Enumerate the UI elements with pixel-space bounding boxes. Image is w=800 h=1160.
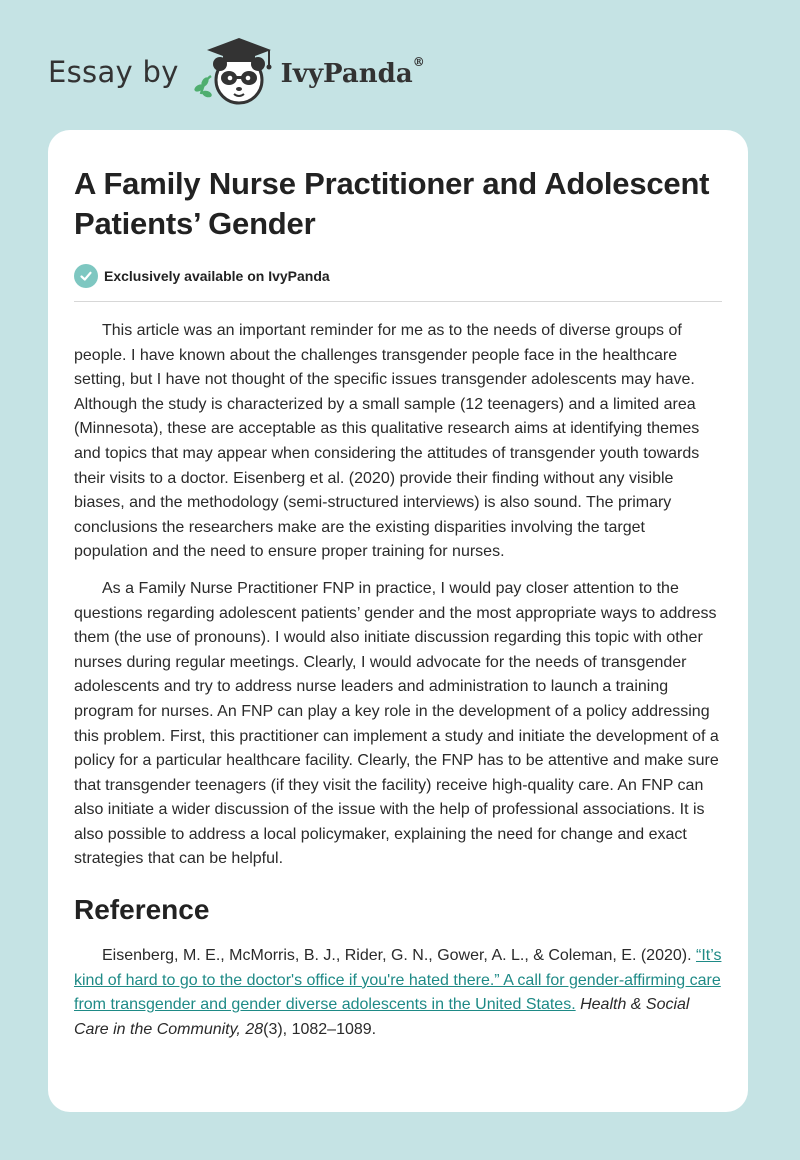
trademark-symbol: ® [412, 55, 425, 70]
site-header [48, 36, 425, 108]
reference-link[interactable]: “It’s kind of hard to go to the doctor's office if you're hated there.” A call for gender-affirming care from transgender and gender diverse adolescents in the United States. [74, 947, 722, 1014]
check-icon [74, 264, 98, 288]
body-paragraph: This article was an important reminder for me as to the needs of diverse groups of people. I have known about the challenges transgender people face in the healthcare setting, but I have not thought of the specific issues transgender adolescents may have. Although the study is characterized by a small sample (12 teenagers) and a limited area (Minnesota), these are acceptable as this qualitative research aims at identifying themes and topics that may appear when considering the attitudes of transgender youth towards their visits to a doctor. Eisenberg et al. (2020) provide their finding without any visible biases, and the methodology (semi-structured interviews) is also sound. The primary conclusions the researchers make are the existing disparities involving the target population and the need to ensure proper training for nurses. [74, 322, 700, 561]
page-title: A Family Nurse Practitioner and Adolescent Patients’ Gender [74, 166, 710, 241]
reference-heading: Reference [74, 894, 210, 926]
essay-by-label: Essay by [48, 55, 179, 89]
reference-authors: Eisenberg, M. E., McMorris, B. J., Rider, G. N., Gower, A. L., & Coleman, E. (2020). [102, 947, 692, 965]
reference-entry [74, 944, 722, 1042]
article-card [48, 130, 748, 1112]
brand-name[interactable]: IvyPanda® [280, 55, 425, 89]
panda-mascot-icon [189, 36, 277, 108]
badge-label: Exclusively available on IvyPanda [104, 268, 330, 284]
reference-issue-pages: (3), 1082–1089. [263, 1020, 377, 1038]
body-paragraph: As a Family Nurse Practitioner FNP in practice, I would pay closer attention to the questions regarding adolescent patients’ gender and the most appropriate ways to address them (the use of pronouns). I would also initiate discussion regarding this topic with other nurses during regular meetings. Clearly, I would advocate for the needs of transgender adolescents and try to address nurse leaders and administration to launch a training program for nurses. An FNP can play a key role in the development of a policy addressing this problem. First, this practitioner can implement a study and initiate the development of a policy for a particular healthcare facility. Clearly, the FNP has to be attentive and make sure that transgender teenagers (if they visit the facility) receive high-quality care. An FNP can also initiate a wider discussion of the issue with the help of professional associations. It is also possible to address a local policymaker, explaining the need for change and exact strategies that can be helpful. [74, 579, 719, 868]
exclusive-badge [74, 264, 722, 302]
reference-journal: Health & Social Care in the Community, 28 [74, 996, 690, 1038]
